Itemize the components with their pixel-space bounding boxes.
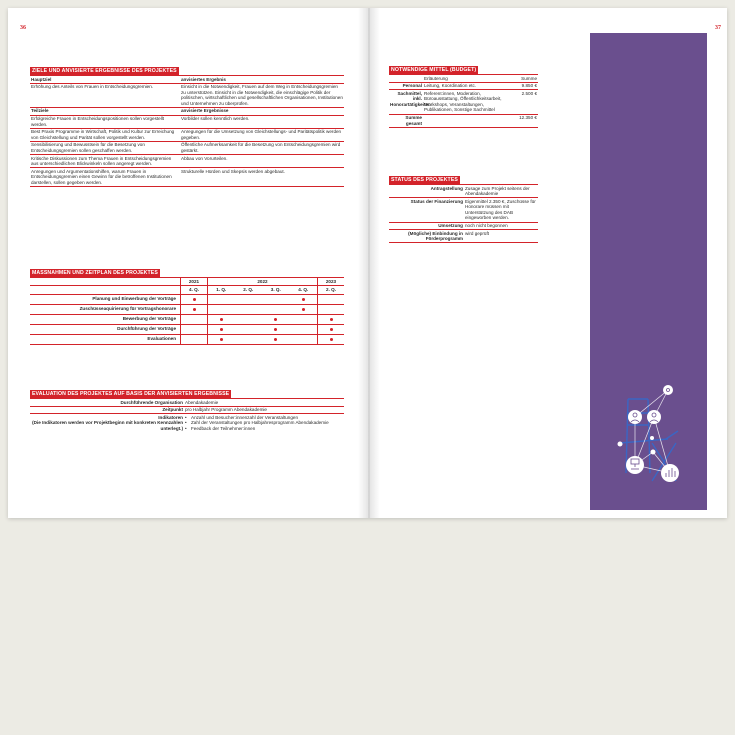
- schedule-cell: [317, 315, 344, 324]
- main-goal-text: Erhöhung des Anteils von Frauen in Entscheidungsgremien.: [31, 84, 154, 90]
- schedule-cell: [207, 315, 235, 324]
- year-2021: 2021: [180, 278, 207, 285]
- indicator-item: • Zahl der Veranstaltungen pro Halbjahresprogramm Abendakademie: [185, 420, 329, 426]
- schedule-cell: [207, 295, 235, 304]
- schedule-row: [30, 295, 344, 305]
- budget-col-sum: Summe: [521, 75, 537, 81]
- schedule-cell: [180, 325, 207, 334]
- eval-org-row: [30, 399, 344, 407]
- goals-heading: ZIELE UND ANVISIERTE ERGEBNISSE DES PROJEKTES: [32, 68, 177, 74]
- budget-row: Sachmittel, inkl. Honorartätigkeiten Referent:innen, Moderation, Büroausstattung, Öffentlichkeitsarbeit, Workshops, Veranstaltungen, Publikationen, Sonstige Sachmittel 2.500 €: [389, 90, 538, 114]
- quarters-row: [30, 286, 344, 295]
- schedule-row-label: Zuschüsseaquirierung für Vortragshonorare: [79, 305, 176, 311]
- page-number-left: 36: [20, 25, 26, 31]
- budget-row: Personal Leitung, Koordination etc. 9.850 €: [389, 83, 538, 91]
- schedule-row-label: Evaluationen: [147, 335, 176, 341]
- schedule-row: [30, 305, 344, 315]
- subgoal-result: Abbau von Vorurteilen.: [181, 155, 228, 161]
- schedule-cell: [290, 305, 318, 314]
- quarter-label: 2. Q.: [243, 286, 254, 292]
- status-row: Antragstellung Zusage zum Projekt seitens der Abendakademie: [389, 185, 538, 198]
- schedule-row-label: Bewerbung der Vorträge: [122, 315, 176, 321]
- quarter-label: 4. Q.: [180, 286, 207, 294]
- year-2023: 2023: [317, 278, 344, 285]
- subgoal-text: Sensibilisierung und Bewusstsein für die Besetzung von Entscheidungsgremien sollen geschaffen werden.: [31, 142, 145, 154]
- schedule-cell: [207, 335, 235, 344]
- schedule-cell: [235, 315, 263, 324]
- budget-heading: NOTWENDIGE MITTEL (BUDGET): [391, 67, 477, 73]
- schedule-dot: [193, 298, 196, 301]
- eval-indicator-labels: [30, 414, 184, 432]
- subgoal-result: Anregungen für die Umsetzung von Gleichstellungs- und Paritätspolitik werden gegeben.: [181, 129, 342, 140]
- schedule-rows: [30, 295, 344, 345]
- schedule-cell: [290, 315, 318, 324]
- budget-col-desc: Erläuterung: [424, 75, 448, 81]
- eval-indicator-row: [30, 414, 344, 432]
- subgoal-text: Anregungen und Argumentationshilfen, warum Frauen in Entscheidungsgremien einen Gewinn für die betroffenen Institutionen darstellen, sollen gegeben werden.: [31, 168, 172, 185]
- schedule-cell: [180, 335, 207, 344]
- schedule-cell: [180, 305, 207, 314]
- schedule-cell: [235, 295, 263, 304]
- schedule-table: [30, 278, 344, 345]
- subgoal-result: Öffentliche Aufmerksamkeit für die Besetzung von Entscheidungsgremien wird gestärkt.: [181, 142, 341, 154]
- subgoal-row: [30, 168, 344, 187]
- goals-header-row: [30, 76, 344, 84]
- subgoal-header-row: [30, 108, 344, 116]
- quarter-label: 2. Q.: [317, 286, 344, 294]
- schedule-cell: [235, 305, 263, 314]
- schedule-dot: [220, 318, 223, 321]
- schedule-cell: [317, 295, 344, 304]
- schedule-row: [30, 315, 344, 325]
- status-row: Umsetzung noch nicht begonnen: [389, 223, 538, 231]
- schedule-row-label: Durchführung der Vorträge: [117, 325, 176, 331]
- eval-time-row: [30, 407, 344, 415]
- book-gutter: [358, 8, 380, 518]
- col-anvisierte-ergebnisse: anvisierte Ergebnisse: [181, 108, 229, 114]
- eval-indicator-note: (Die Indikatoren werden vor Projektbeginn mit konkreten Kennzahlen unterlegt.): [32, 420, 183, 431]
- main-goal-row: [30, 84, 344, 108]
- network-illustration-icon: [590, 33, 707, 510]
- eval-time-value: pro Halbjahr Programm Abendakademie: [185, 407, 267, 413]
- years-row: [30, 278, 344, 286]
- subgoal-text: Best Praxis Programme in Wirtschaft, Politik und Kultur zur Erreichung von Gleichstellung und Parität sollen vorgestellt werden.: [31, 129, 175, 140]
- subgoal-result: Strukturelle Hürden und Skepsis werden abgebaut.: [181, 168, 285, 174]
- budget-table: [389, 75, 538, 128]
- schedule-dot: [274, 338, 277, 341]
- evaluation-heading: EVALUATION DES PROJEKTES AUF BASIS DER ANVISIERTEN ERGEBNISSE: [32, 391, 230, 397]
- subgoal-row: [30, 129, 344, 142]
- budget-total-row: Summe gesamt 12.350 €: [389, 115, 538, 128]
- indicator-item: • Feedback der Teilnehmer:innen: [185, 425, 256, 431]
- budget-header-row: [389, 75, 538, 83]
- col-teilziele: Teilziele: [31, 108, 49, 114]
- eval-time-label: Zeitpunkt: [162, 407, 183, 413]
- schedule-cell: [290, 325, 318, 334]
- schedule-cell: [290, 335, 318, 344]
- schedule-cell: [317, 335, 344, 344]
- subgoal-row: [30, 116, 344, 129]
- open-brochure: [8, 8, 727, 518]
- schedule-cell: [207, 325, 235, 334]
- eval-org-label: Durchführende Organisation: [120, 399, 183, 405]
- page-number-right: 37: [715, 25, 721, 31]
- subgoal-row: [30, 142, 344, 155]
- schedule-dot: [330, 318, 333, 321]
- status-heading: STATUS DES PROJEKTES: [391, 177, 458, 183]
- left-page: [8, 8, 366, 518]
- main-result-text: Einsicht in die Notwendigkeit, Frauen auf dem Weg in Entscheidungsgremien zu unterstützen. Einsicht in die Notwendigkeit, die einschlägige Politik der politischen, wirtschaftlichen und gesellschaftlichen Organisationen, Institutionen und Unternehmen zu überprüfen.: [181, 84, 343, 106]
- schedule-row: [30, 335, 344, 345]
- schedule-dot: [302, 308, 305, 311]
- quarter-label: 3. Q.: [270, 286, 281, 292]
- quarter-label: 4. Q.: [298, 286, 309, 292]
- schedule-cell: [180, 315, 207, 324]
- status-row: (Mögliche) Einbindung in Förderprogramm wird geprüft: [389, 230, 538, 243]
- schedule-dot: [193, 308, 196, 311]
- schedule-cell: [262, 315, 290, 324]
- year-2022: 2022: [207, 278, 317, 285]
- schedule-cell: [262, 335, 290, 344]
- subgoal-result: Vorbilder sollen kenntlich werden.: [181, 116, 250, 122]
- node-glyphs: [631, 389, 675, 478]
- schedule-dot: [302, 298, 305, 301]
- schedule-cell: [207, 305, 235, 314]
- schedule-cell: [180, 295, 207, 304]
- schedule-dot: [274, 328, 277, 331]
- schedule-row-label: Planung und Einwerbung der Vorträge: [92, 295, 176, 301]
- quarter-label: 1. Q.: [207, 286, 235, 294]
- indicator-item: • Anzahl und Besucher:innenzahl der Veranstaltungen: [185, 414, 299, 420]
- schedule-dot: [274, 318, 277, 321]
- eval-org-value: Abendakademie: [185, 399, 219, 405]
- schedule-dot: [220, 338, 223, 341]
- evaluation-table: [30, 399, 344, 432]
- schedule-cell: [262, 325, 290, 334]
- schedule-cell: [235, 335, 263, 344]
- schedule-cell: [290, 295, 318, 304]
- subgoal-text: Erfolgreiche Frauen in Entscheidungspositionen sollen vorgestellt werden.: [31, 116, 165, 127]
- indicator-list: [184, 414, 344, 432]
- schedule-cell: [262, 295, 290, 304]
- schedule-cell: [317, 305, 344, 314]
- col-hauptziel: Hauptziel: [31, 76, 52, 82]
- schedule-row: [30, 325, 344, 335]
- schedule-dot: [330, 338, 333, 341]
- status-table: [389, 185, 538, 243]
- col-ergebnis: anvisiertes Ergebnis: [181, 76, 226, 82]
- schedule-cell: [235, 325, 263, 334]
- schedule-dot: [220, 328, 223, 331]
- subgoal-row: [30, 155, 344, 168]
- schedule-cell: [262, 305, 290, 314]
- status-row: Status der Finanzierung Eigenmittel 2.350 €, Zuschüsse für Honorare müssen mit Unterstützung des DAB eingeworben werden.: [389, 198, 538, 222]
- eval-indicator-label: Indikatoren: [158, 414, 183, 420]
- purple-side-panel: [590, 33, 707, 510]
- subgoal-text: Kritische Diskussionen zum Thema Frauen in Entscheidungsgremien aus unterschiedlichen Blickwinkeln sollen angeregt werden.: [31, 155, 172, 167]
- schedule-dot: [330, 328, 333, 331]
- schedule-heading: MASSNAHMEN UND ZEITPLAN DES PROJEKTES: [32, 270, 158, 276]
- schedule-cell: [317, 325, 344, 334]
- goals-table: [30, 76, 344, 187]
